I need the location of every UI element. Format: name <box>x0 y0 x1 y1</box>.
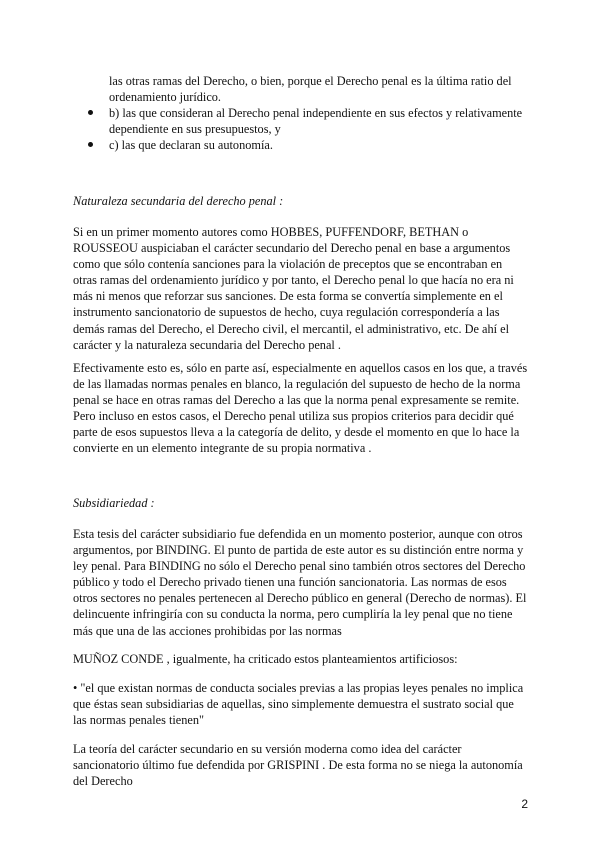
page-number: 2 <box>521 797 528 811</box>
paragraph: La teoría del carácter secundario en su versión moderna como idea del carácter sancionatorio último fue defendida por GRISPINI . De esta forma no se niega la autonomía del Derecho <box>73 742 523 789</box>
bullet-text: b) las que consideran al Derecho penal independiente en sus efectos y relativamente dependiente en sus presupuestos, y <box>109 106 523 137</box>
list-item <box>72 137 532 153</box>
list-item <box>72 105 532 137</box>
continuation-text: las otras ramas del Derecho, o bien, porque el Derecho penal es la última ratio del ordenamiento jurídico. <box>109 74 512 105</box>
section-heading-subsidiariedad: Subsidiariedad : <box>73 496 155 510</box>
paragraph: Efectivamente esto es, sólo en parte así, especialmente en aquellos casos en los que, a través de las llamadas normas penales en blanco, la regulación del supuesto de hecho de la norma penal se hace en otras ramas del Derecho a las que la norma penal expresamente se remite. Pero incluso en estos casos, el Derecho penal utiliza sus propios criterios para decidir qué parte de esos supuestos lleva a la categoría de delito, y desde el momento en que lo hace la convierte en un elemento integrante de su propia normativa . <box>73 361 528 456</box>
paragraph: Si en un primer momento autores como HOBBES, PUFFENDORF, BETHAN o ROUSSEOU auspiciaban el carácter secundario del Derecho penal en base a argumentos como que sólo contenía sanciones para la violación de preceptos que se encontraban en otras ramas del ordenamiento jurídico y por tanto, el Derecho penal lo que hacía no era ni más ni menos que reforzar sus sanciones. De esta forma se convertía simplemente en el instrumento sancionatorio de supuestos de hecho, cuya regulación correspondería a las demás ramas del Derecho, el Derecho civil, el mercantil, el administrativo, etc. De ahí el carácter y la naturaleza secundaria del Derecho penal . <box>73 225 514 352</box>
paragraph: Esta tesis del carácter subsidiario fue defendida en un momento posterior, aunque con otros argumentos, por BINDING. El punto de partida de este autor es su distinción entre norma y ley penal. Para BINDING no sólo el Derecho penal sino también otros sectores del Derecho público y todo el Derecho privado tienen una función sancionatoria. Las normas de esos otros sectores no penales pertenecen al Derecho público en general (Derecho de normas). El delincuente infringiría con su conducta la norma, pero cumpliría la ley penal que no tiene más que una de las acciones prohibidas por las normas <box>73 527 527 638</box>
quote-paragraph: • "el que existan normas de conducta sociales previas a las propias leyes penales no implica que éstas sean subsidiarias de aquellas, sino simplemente demuestra el sustrato social que las normas penales tienen" <box>73 681 524 728</box>
section-heading-naturaleza: Naturaleza secundaria del derecho penal : <box>73 194 284 208</box>
bullet-text: c) las que declaran su autonomía. <box>109 138 273 153</box>
bullet-list <box>72 105 532 154</box>
bullet-icon <box>88 142 93 147</box>
paragraph: MUÑOZ CONDE , igualmente, ha criticado estos planteamientos artificiosos: <box>73 652 458 666</box>
bullet-icon <box>88 110 93 115</box>
